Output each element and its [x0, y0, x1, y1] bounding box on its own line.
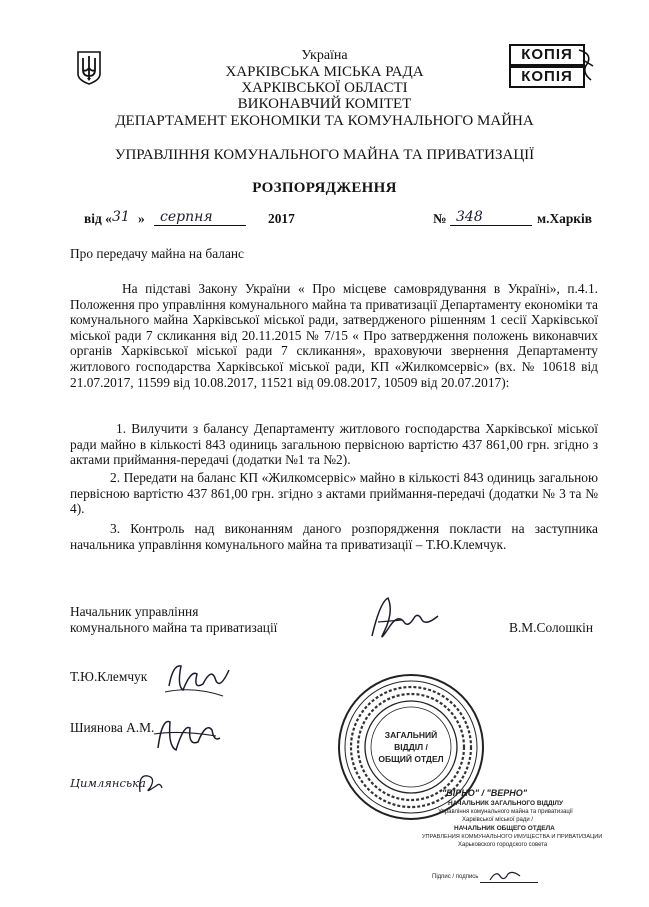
- verify-title: "ВІРНО" / "ВЕРНО": [442, 788, 528, 798]
- verify-line4: НАЧАЛЬНИК ОБЩЕГО ОТДЕЛА: [454, 825, 555, 832]
- date-day: 31: [112, 209, 130, 225]
- seal-center-line2: ВІДДІЛ /: [394, 742, 428, 752]
- verify-stamp: [418, 788, 608, 888]
- approver-3: Цимлянська: [70, 776, 146, 790]
- verify-line3: Харківської міської ради /: [462, 817, 534, 823]
- handwritten-signature-approver-3: [134, 770, 164, 796]
- verify-handwritten-signature: [488, 868, 522, 884]
- body-paragraph-1: [70, 281, 598, 390]
- verify-sign-label: Підпис / подпись: [432, 874, 479, 880]
- copy-stamp-line2: КОПІЯ: [509, 66, 585, 88]
- number-underline: [450, 225, 532, 226]
- signer-title-line2: комунального майна та приватизації: [70, 620, 278, 635]
- header-division: УПРАВЛІННЯ КОМУНАЛЬНОГО МАЙНА ТА ПРИВАТИЗАЦІЇ: [114, 147, 535, 163]
- date-year: 2017: [268, 211, 295, 226]
- seal-center-line3: ОБЩИЙ ОТДЕЛ: [378, 754, 444, 764]
- number-value: 348: [456, 209, 483, 225]
- item-1-text: 1. Вилучити з балансу Департаменту житлового господарства Харківської міської ради майно в кількості 843 одиниць загальною первісною вартістю 437 861,00 грн. згідно з актами приймання-передачі (додатки №1 та №2).: [70, 421, 598, 468]
- approver-1: Т.Ю.Клемчук: [70, 669, 148, 684]
- header-council: ХАРКІВСЬКА МІСЬКА РАДА: [225, 64, 424, 80]
- header-department: ДЕПАРТАМЕНТ ЕКОНОМІКИ ТА КОМУНАЛЬНОГО МАЙНА: [115, 113, 534, 129]
- approver-2: Шиянова А.М.: [70, 720, 155, 735]
- number-label: №: [433, 211, 447, 226]
- body-item-2: [70, 470, 598, 517]
- copy-stamp-line1: КОПІЯ: [509, 44, 585, 66]
- city: м.Харків: [537, 211, 592, 226]
- verify-line6: Харьковского городского совета: [458, 842, 548, 848]
- date-mid: »: [138, 211, 145, 226]
- handwritten-signature-approver-2: [150, 712, 222, 760]
- paragraph-1-text: На підставі Закону України « Про місцеве самоврядування в Україні», п.4.1. Положення про управління комунального майна та приватизації Департаменту економіки та комунального майна Харківської міської ради, затвердженого рішенням 1 сесії Харківської міської ради 7 скликання від 20.11.2015 № 7/15 « Про затвердження положень виконавчих органів Харківської міської ради 7 скликання», враховуючи звернення Департаменту житлового господарства Харківської міської ради, КП «Жилкомсервіс» (вх. № 10618 від 21.07.2017, 11599 від 10.08.2017, 11521 від 09.08.2017, 10509 від 20.07.2017):: [70, 281, 598, 390]
- header-region: ХАРКІВСЬКОЇ ОБЛАСТІ: [241, 80, 408, 96]
- handwritten-signature-main: [364, 592, 444, 648]
- handwritten-signature-approver-1: [163, 656, 235, 700]
- verify-line5: УПРАВЛЕНИЯ КОММУНАЛЬНОГО ИМУЩЕСТВА И ПРИВАТИЗАЦИИ: [422, 834, 603, 840]
- doc-type-title: РОЗПОРЯДЖЕННЯ: [252, 180, 397, 196]
- body-item-1: [70, 421, 598, 468]
- date-line: [84, 211, 604, 231]
- verify-line1: НАЧАЛЬНИК ЗАГАЛЬНОГО ВІДДІЛУ: [448, 800, 564, 807]
- date-underline: [154, 225, 246, 226]
- seal-center-line1: ЗАГАЛЬНИЙ: [384, 730, 438, 740]
- subject: Про передачу майна на баланс: [70, 246, 244, 261]
- header-country: Україна: [301, 48, 348, 63]
- item-2-text: 2. Передати на баланс КП «Жилкомсервіс» майно в кількості 843 одиниць загальною первісною вартістю 437 861,00 грн. згідно з актами приймання-передачі (додатки № 3 та № 4).: [70, 470, 598, 517]
- verify-line2: Управління комунального майна та приватизації: [438, 809, 573, 815]
- signer-title-line1: Начальник управління: [70, 604, 199, 619]
- date-month: серпня: [160, 209, 213, 225]
- body-item-3: [70, 521, 598, 552]
- header-committee: ВИКОНАВЧИЙ КОМІТЕТ: [237, 96, 412, 112]
- date-prefix: від «: [84, 211, 112, 226]
- signer-name: В.М.Солошкін: [509, 620, 594, 635]
- item-3-text: 3. Контроль над виконанням даного розпорядження покласти на заступника начальника управління комунального майна та приватизації – Т.Ю.Клемчук.: [70, 521, 598, 552]
